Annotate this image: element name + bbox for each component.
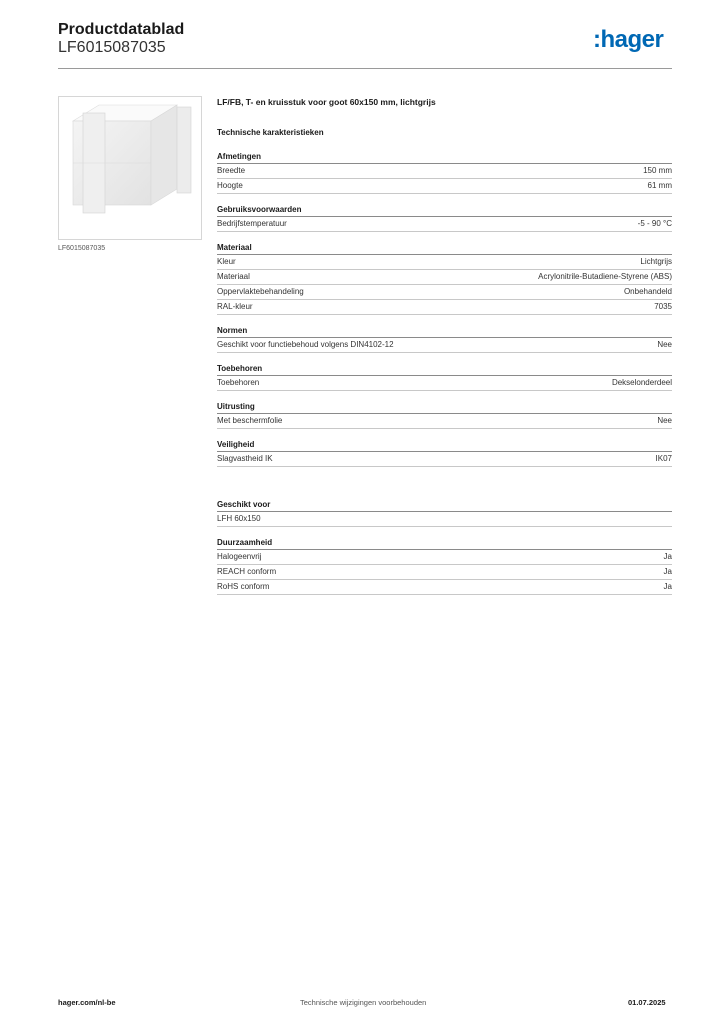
section-title: Duurzaamheid — [217, 537, 672, 550]
spec-row — [217, 217, 672, 232]
section-title: Afmetingen — [217, 151, 672, 164]
spec-row — [217, 270, 672, 285]
spec-sections — [217, 151, 672, 595]
spec-section — [217, 325, 672, 353]
spec-section — [217, 499, 672, 527]
spec-row — [217, 414, 672, 429]
product-code: LF6015087035 — [58, 39, 166, 56]
spec-label: Kleur — [217, 257, 236, 266]
hager-logo: :hager — [593, 26, 664, 53]
spec-label: Breedte — [217, 166, 246, 175]
spec-value: Ja — [663, 567, 672, 576]
spec-value: 7035 — [654, 302, 672, 311]
spec-row — [217, 376, 672, 391]
spec-content — [217, 96, 672, 605]
spec-row — [217, 164, 672, 179]
footer-url[interactable]: hager.com/nl-be — [58, 998, 116, 1007]
product-image — [58, 96, 202, 240]
spec-value: Ja — [663, 582, 672, 591]
section-title: Gebruiksvoorwaarden — [217, 204, 672, 217]
section-title: Geschikt voor — [217, 499, 672, 512]
spec-row — [217, 452, 672, 467]
spec-label: Slagvastheid IK — [217, 454, 273, 463]
spec-label: RoHS conform — [217, 582, 270, 591]
spec-label: Bedrijfstemperatuur — [217, 219, 287, 228]
spec-label: Toebehoren — [217, 378, 260, 387]
footer-date: 01.07.2025 — [628, 998, 666, 1007]
header-divider — [58, 68, 672, 69]
spec-value: Onbehandeld — [623, 287, 672, 296]
section-title: Toebehoren — [217, 363, 672, 376]
spec-value: Nee — [657, 340, 672, 349]
spec-label: Geschikt voor functiebehoud volgens DIN4102-12 — [217, 340, 394, 349]
spec-label: Halogeenvrij — [217, 552, 262, 561]
spec-row — [217, 565, 672, 580]
spec-row — [217, 512, 672, 527]
spec-label: RAL-kleur — [217, 302, 253, 311]
spec-section — [217, 242, 672, 315]
section-title: Normen — [217, 325, 672, 338]
spec-section — [217, 537, 672, 595]
spec-value: -5 - 90 °C — [637, 219, 672, 228]
page-title: Productdatablad — [58, 21, 185, 38]
spec-section — [217, 363, 672, 391]
section-title: Materiaal — [217, 242, 672, 255]
spec-section — [217, 204, 672, 232]
spec-value: Dekselonderdeel — [611, 378, 672, 387]
spec-value: 150 mm — [643, 166, 672, 175]
footer-note: Technische wijzigingen voorbehouden — [300, 998, 427, 1007]
product-illustration-icon — [59, 97, 201, 239]
spec-label: Materiaal — [217, 272, 250, 281]
product-description: LF/FB, T- en kruisstuk voor goot 60x150 mm, lichtgrijs — [217, 97, 436, 107]
spec-value: Lichtgrijs — [640, 257, 672, 266]
spec-row — [217, 285, 672, 300]
spec-row — [217, 179, 672, 194]
spec-row — [217, 255, 672, 270]
spec-row — [217, 580, 672, 595]
spec-row — [217, 550, 672, 565]
spec-section — [217, 401, 672, 429]
spec-label: REACH conform — [217, 567, 277, 576]
spec-row — [217, 338, 672, 353]
tech-title: Technische karakteristieken — [217, 128, 324, 137]
section-title: Uitrusting — [217, 401, 672, 414]
spec-label: LFH 60x150 — [217, 514, 261, 523]
spec-label: Oppervlaktebehandeling — [217, 287, 304, 296]
spec-value: 61 mm — [647, 181, 672, 190]
spec-value: Acrylonitrile-Butadiene-Styrene (ABS) — [538, 272, 672, 281]
section-title: Veiligheid — [217, 439, 672, 452]
spec-label: Met beschermfolie — [217, 416, 283, 425]
spec-value: IK07 — [655, 454, 672, 463]
spec-section — [217, 439, 672, 467]
spec-label: Hoogte — [217, 181, 243, 190]
spec-value: Ja — [663, 552, 672, 561]
spec-row — [217, 300, 672, 315]
spec-section — [217, 151, 672, 194]
image-caption: LF6015087035 — [58, 245, 106, 252]
spec-value: Nee — [657, 416, 672, 425]
